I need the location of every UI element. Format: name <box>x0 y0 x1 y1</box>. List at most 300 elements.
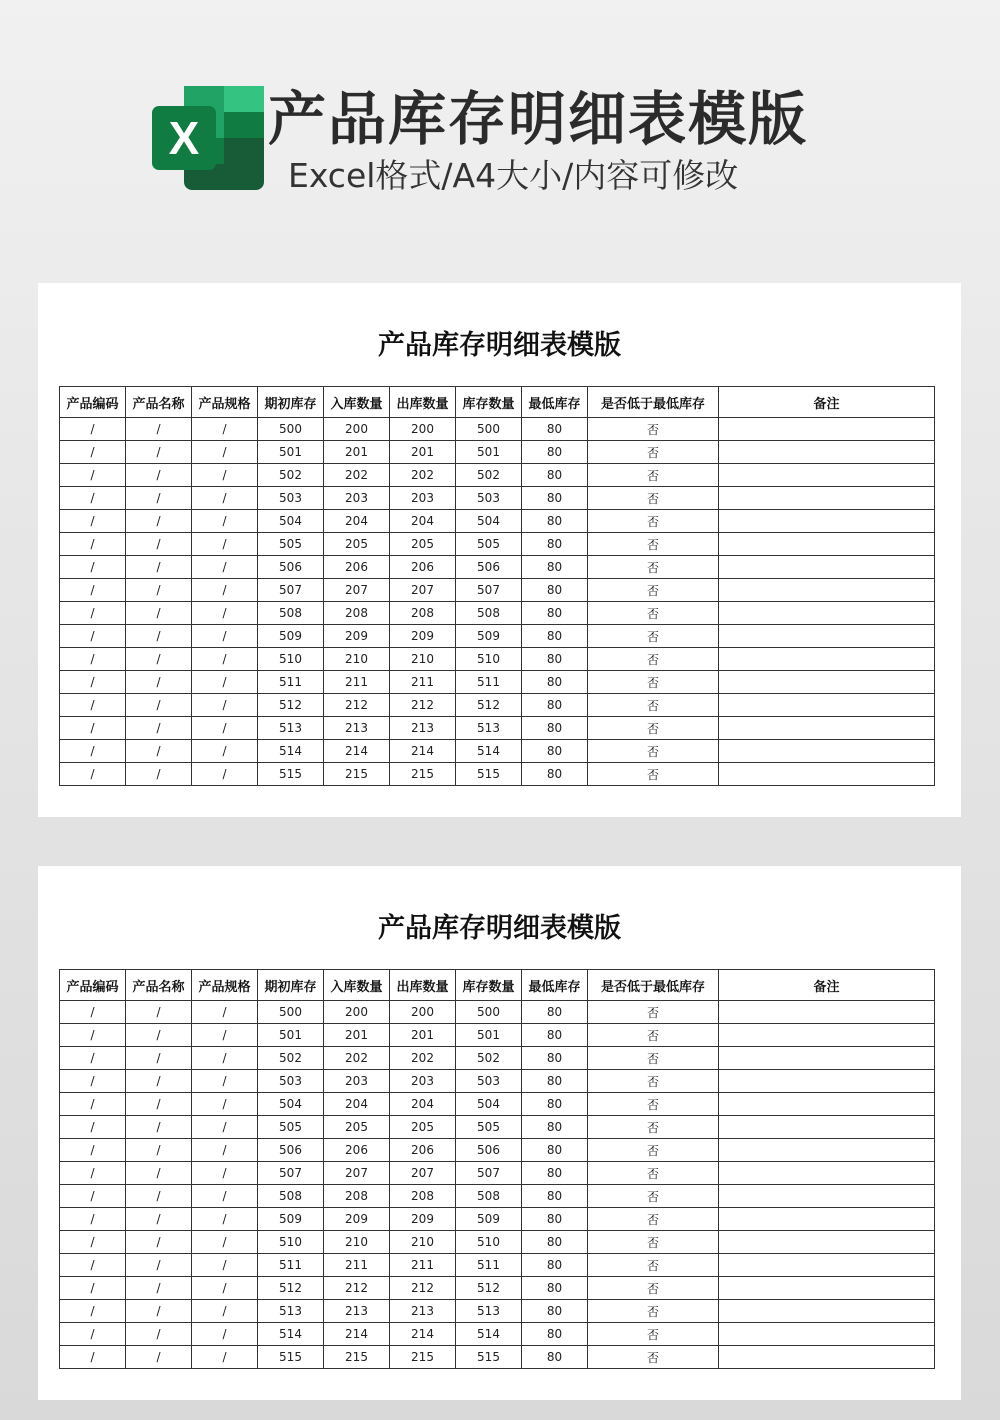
table-cell[interactable]: 215 <box>324 763 390 786</box>
table-cell[interactable]: 512 <box>456 1277 522 1300</box>
table-cell[interactable] <box>719 1323 935 1346</box>
table-cell[interactable]: / <box>126 579 192 602</box>
table-cell[interactable] <box>719 1346 935 1369</box>
table-cell[interactable]: 513 <box>456 1300 522 1323</box>
table-cell[interactable]: 否 <box>588 1323 719 1346</box>
table-cell[interactable]: / <box>126 1093 192 1116</box>
table-cell[interactable]: 80 <box>522 1208 588 1231</box>
table-cell[interactable]: 否 <box>588 1139 719 1162</box>
table-cell[interactable]: 506 <box>456 1139 522 1162</box>
table-cell[interactable]: / <box>192 763 258 786</box>
table-cell[interactable]: 80 <box>522 418 588 441</box>
table-cell[interactable]: 否 <box>588 579 719 602</box>
table-cell[interactable]: / <box>60 1208 126 1231</box>
table-cell[interactable]: 否 <box>588 418 719 441</box>
table-cell[interactable]: 201 <box>324 1024 390 1047</box>
table-cell[interactable]: / <box>126 1047 192 1070</box>
table-cell[interactable]: / <box>60 1001 126 1024</box>
table-cell[interactable]: 214 <box>324 740 390 763</box>
table-cell[interactable]: 否 <box>588 602 719 625</box>
table-cell[interactable]: 215 <box>390 1346 456 1369</box>
table-cell[interactable]: 206 <box>390 1139 456 1162</box>
table-cell[interactable]: / <box>60 487 126 510</box>
table-cell[interactable] <box>719 763 935 786</box>
table-cell[interactable]: 209 <box>390 625 456 648</box>
table-cell[interactable]: 508 <box>258 602 324 625</box>
table-cell[interactable]: 80 <box>522 625 588 648</box>
table-cell[interactable]: 507 <box>258 1162 324 1185</box>
table-cell[interactable] <box>719 1185 935 1208</box>
table-cell[interactable]: 510 <box>456 648 522 671</box>
table-cell[interactable] <box>719 1047 935 1070</box>
table-cell[interactable]: 511 <box>258 671 324 694</box>
table-cell[interactable]: 501 <box>456 1024 522 1047</box>
table-cell[interactable]: 207 <box>390 1162 456 1185</box>
table-cell[interactable]: / <box>60 1024 126 1047</box>
table-cell[interactable]: 204 <box>390 510 456 533</box>
table-cell[interactable]: 80 <box>522 1162 588 1185</box>
table-cell[interactable] <box>719 1254 935 1277</box>
table-cell[interactable]: 201 <box>324 441 390 464</box>
table-cell[interactable]: / <box>192 1300 258 1323</box>
table-cell[interactable]: 80 <box>522 1024 588 1047</box>
table-cell[interactable]: 否 <box>588 1024 719 1047</box>
table-cell[interactable]: / <box>60 1346 126 1369</box>
table-cell[interactable]: / <box>192 487 258 510</box>
table-cell[interactable]: 210 <box>324 1231 390 1254</box>
table-cell[interactable]: 80 <box>522 487 588 510</box>
table-cell[interactable]: 否 <box>588 441 719 464</box>
table-cell[interactable]: / <box>192 1162 258 1185</box>
table-cell[interactable]: / <box>192 625 258 648</box>
table-cell[interactable]: 80 <box>522 1185 588 1208</box>
table-cell[interactable]: 511 <box>456 1254 522 1277</box>
table-cell[interactable]: / <box>60 1231 126 1254</box>
table-cell[interactable]: 506 <box>258 1139 324 1162</box>
table-cell[interactable]: / <box>60 1139 126 1162</box>
table-cell[interactable]: 80 <box>522 556 588 579</box>
table-cell[interactable]: 80 <box>522 510 588 533</box>
table-cell[interactable]: 500 <box>258 418 324 441</box>
table-cell[interactable]: / <box>126 418 192 441</box>
table-cell[interactable]: 209 <box>324 1208 390 1231</box>
table-cell[interactable]: 508 <box>456 1185 522 1208</box>
table-cell[interactable]: 504 <box>456 510 522 533</box>
table-cell[interactable]: 否 <box>588 1254 719 1277</box>
table-cell[interactable]: 205 <box>324 1116 390 1139</box>
table-cell[interactable]: 507 <box>456 579 522 602</box>
table-cell[interactable]: 80 <box>522 579 588 602</box>
table-cell[interactable] <box>719 1070 935 1093</box>
table-cell[interactable]: 202 <box>390 464 456 487</box>
table-cell[interactable]: / <box>192 418 258 441</box>
table-cell[interactable]: 512 <box>456 694 522 717</box>
table-cell[interactable]: / <box>126 441 192 464</box>
table-cell[interactable]: 212 <box>324 1277 390 1300</box>
table-cell[interactable]: / <box>60 1162 126 1185</box>
table-cell[interactable]: / <box>60 1047 126 1070</box>
table-cell[interactable]: 507 <box>258 579 324 602</box>
table-cell[interactable]: 511 <box>258 1254 324 1277</box>
table-cell[interactable]: 否 <box>588 510 719 533</box>
table-cell[interactable]: / <box>60 1185 126 1208</box>
table-cell[interactable]: 501 <box>258 1024 324 1047</box>
table-cell[interactable]: 80 <box>522 1093 588 1116</box>
table-cell[interactable]: / <box>60 556 126 579</box>
table-cell[interactable]: 80 <box>522 533 588 556</box>
table-cell[interactable]: 202 <box>324 464 390 487</box>
table-cell[interactable]: 80 <box>522 648 588 671</box>
table-cell[interactable]: 508 <box>456 602 522 625</box>
table-cell[interactable] <box>719 1300 935 1323</box>
table-cell[interactable]: 514 <box>258 1323 324 1346</box>
table-cell[interactable]: / <box>60 717 126 740</box>
table-cell[interactable]: 513 <box>258 717 324 740</box>
table-cell[interactable]: 513 <box>456 717 522 740</box>
table-cell[interactable]: 511 <box>456 671 522 694</box>
table-cell[interactable]: / <box>192 1070 258 1093</box>
table-cell[interactable]: / <box>192 556 258 579</box>
table-cell[interactable]: 否 <box>588 1116 719 1139</box>
table-cell[interactable]: 80 <box>522 1116 588 1139</box>
table-cell[interactable]: / <box>192 579 258 602</box>
table-cell[interactable]: / <box>126 1024 192 1047</box>
table-cell[interactable]: 207 <box>324 1162 390 1185</box>
table-cell[interactable]: 505 <box>456 1116 522 1139</box>
table-cell[interactable]: 否 <box>588 648 719 671</box>
table-cell[interactable]: 80 <box>522 694 588 717</box>
table-cell[interactable] <box>719 418 935 441</box>
table-cell[interactable]: / <box>60 1300 126 1323</box>
table-cell[interactable]: 80 <box>522 1277 588 1300</box>
table-cell[interactable]: / <box>192 1346 258 1369</box>
table-cell[interactable]: / <box>192 1139 258 1162</box>
table-cell[interactable]: / <box>60 1116 126 1139</box>
table-cell[interactable]: / <box>192 1277 258 1300</box>
table-cell[interactable]: / <box>60 671 126 694</box>
table-cell[interactable]: 211 <box>324 1254 390 1277</box>
table-cell[interactable]: / <box>192 1231 258 1254</box>
table-cell[interactable]: 202 <box>390 1047 456 1070</box>
table-cell[interactable]: / <box>126 487 192 510</box>
table-cell[interactable]: / <box>126 464 192 487</box>
table-cell[interactable]: / <box>192 1001 258 1024</box>
table-cell[interactable]: 501 <box>456 441 522 464</box>
table-cell[interactable] <box>719 625 935 648</box>
table-cell[interactable]: 211 <box>390 1254 456 1277</box>
table-cell[interactable]: / <box>60 763 126 786</box>
table-cell[interactable]: 509 <box>258 1208 324 1231</box>
table-cell[interactable]: 505 <box>258 1116 324 1139</box>
table-cell[interactable]: 211 <box>390 671 456 694</box>
table-cell[interactable]: 203 <box>324 487 390 510</box>
table-cell[interactable]: 502 <box>258 464 324 487</box>
table-cell[interactable]: 否 <box>588 1001 719 1024</box>
table-cell[interactable]: 213 <box>390 1300 456 1323</box>
table-cell[interactable] <box>719 717 935 740</box>
table-cell[interactable]: 208 <box>390 1185 456 1208</box>
table-cell[interactable]: 503 <box>456 1070 522 1093</box>
table-cell[interactable]: 80 <box>522 1300 588 1323</box>
table-cell[interactable] <box>719 464 935 487</box>
table-cell[interactable]: / <box>126 625 192 648</box>
table-cell[interactable]: 203 <box>390 1070 456 1093</box>
table-cell[interactable]: / <box>192 464 258 487</box>
table-cell[interactable]: 否 <box>588 1277 719 1300</box>
table-cell[interactable]: 80 <box>522 763 588 786</box>
table-cell[interactable] <box>719 740 935 763</box>
table-cell[interactable]: 否 <box>588 694 719 717</box>
table-cell[interactable]: / <box>192 648 258 671</box>
table-cell[interactable]: 否 <box>588 1208 719 1231</box>
table-cell[interactable] <box>719 1231 935 1254</box>
table-cell[interactable]: 509 <box>456 625 522 648</box>
table-cell[interactable] <box>719 556 935 579</box>
table-cell[interactable]: 204 <box>324 1093 390 1116</box>
table-cell[interactable]: 506 <box>258 556 324 579</box>
table-cell[interactable]: 80 <box>522 1346 588 1369</box>
table-cell[interactable]: / <box>60 1323 126 1346</box>
table-cell[interactable]: 208 <box>390 602 456 625</box>
table-cell[interactable]: / <box>126 717 192 740</box>
table-cell[interactable]: 207 <box>390 579 456 602</box>
table-cell[interactable]: 否 <box>588 1093 719 1116</box>
table-cell[interactable]: 否 <box>588 671 719 694</box>
table-cell[interactable]: 205 <box>390 1116 456 1139</box>
table-cell[interactable] <box>719 1139 935 1162</box>
table-cell[interactable]: 206 <box>390 556 456 579</box>
table-cell[interactable]: 80 <box>522 602 588 625</box>
table-cell[interactable]: 213 <box>324 1300 390 1323</box>
table-cell[interactable]: 502 <box>456 1047 522 1070</box>
table-cell[interactable]: 205 <box>390 533 456 556</box>
table-cell[interactable]: / <box>192 1024 258 1047</box>
table-cell[interactable]: / <box>192 1185 258 1208</box>
table-cell[interactable]: 否 <box>588 625 719 648</box>
table-cell[interactable]: 513 <box>258 1300 324 1323</box>
table-cell[interactable]: 213 <box>390 717 456 740</box>
table-cell[interactable]: / <box>126 1323 192 1346</box>
table-cell[interactable]: / <box>126 1208 192 1231</box>
table-cell[interactable]: / <box>60 625 126 648</box>
table-cell[interactable]: / <box>192 533 258 556</box>
table-cell[interactable]: 209 <box>324 625 390 648</box>
table-cell[interactable]: 80 <box>522 1323 588 1346</box>
table-cell[interactable]: 否 <box>588 1162 719 1185</box>
table-cell[interactable]: 505 <box>456 533 522 556</box>
table-cell[interactable]: 否 <box>588 464 719 487</box>
table-cell[interactable]: 512 <box>258 1277 324 1300</box>
table-cell[interactable]: 207 <box>324 579 390 602</box>
table-cell[interactable]: / <box>192 671 258 694</box>
table-cell[interactable]: 213 <box>324 717 390 740</box>
table-cell[interactable]: 80 <box>522 671 588 694</box>
table-cell[interactable] <box>719 533 935 556</box>
table-cell[interactable]: 201 <box>390 1024 456 1047</box>
table-cell[interactable]: 200 <box>390 1001 456 1024</box>
table-cell[interactable]: 80 <box>522 1001 588 1024</box>
table-cell[interactable]: 209 <box>390 1208 456 1231</box>
table-cell[interactable] <box>719 1024 935 1047</box>
table-cell[interactable]: 否 <box>588 1346 719 1369</box>
table-cell[interactable] <box>719 694 935 717</box>
table-cell[interactable]: 504 <box>258 510 324 533</box>
table-cell[interactable]: 202 <box>324 1047 390 1070</box>
table-cell[interactable]: 否 <box>588 763 719 786</box>
table-cell[interactable]: / <box>192 1093 258 1116</box>
table-cell[interactable]: 515 <box>258 1346 324 1369</box>
table-cell[interactable]: 510 <box>456 1231 522 1254</box>
table-cell[interactable] <box>719 1001 935 1024</box>
table-cell[interactable]: 214 <box>390 1323 456 1346</box>
table-cell[interactable]: / <box>126 648 192 671</box>
table-cell[interactable]: 504 <box>456 1093 522 1116</box>
table-cell[interactable]: 80 <box>522 441 588 464</box>
table-cell[interactable]: / <box>60 441 126 464</box>
table-cell[interactable]: 否 <box>588 1047 719 1070</box>
table-cell[interactable]: 510 <box>258 648 324 671</box>
table-cell[interactable]: 212 <box>390 1277 456 1300</box>
table-cell[interactable] <box>719 1162 935 1185</box>
table-cell[interactable]: / <box>126 1254 192 1277</box>
table-cell[interactable]: / <box>126 1346 192 1369</box>
table-cell[interactable]: / <box>126 510 192 533</box>
table-cell[interactable]: 80 <box>522 1231 588 1254</box>
table-cell[interactable]: / <box>60 648 126 671</box>
table-cell[interactable]: / <box>60 1254 126 1277</box>
table-cell[interactable]: 211 <box>324 671 390 694</box>
table-cell[interactable]: 500 <box>456 418 522 441</box>
table-cell[interactable]: 否 <box>588 717 719 740</box>
table-cell[interactable]: 514 <box>258 740 324 763</box>
table-cell[interactable] <box>719 441 935 464</box>
table-cell[interactable]: 200 <box>324 1001 390 1024</box>
table-cell[interactable]: 504 <box>258 1093 324 1116</box>
table-cell[interactable] <box>719 487 935 510</box>
table-cell[interactable]: 否 <box>588 487 719 510</box>
table-cell[interactable]: / <box>192 602 258 625</box>
table-cell[interactable]: / <box>60 579 126 602</box>
table-cell[interactable] <box>719 671 935 694</box>
table-cell[interactable]: 80 <box>522 1254 588 1277</box>
table-cell[interactable]: / <box>60 418 126 441</box>
table-cell[interactable]: 否 <box>588 1185 719 1208</box>
table-cell[interactable]: / <box>192 1254 258 1277</box>
table-cell[interactable]: / <box>192 510 258 533</box>
table-cell[interactable]: / <box>192 740 258 763</box>
table-cell[interactable]: / <box>192 1323 258 1346</box>
table-cell[interactable] <box>719 1093 935 1116</box>
table-cell[interactable]: 否 <box>588 1300 719 1323</box>
table-cell[interactable]: / <box>126 1277 192 1300</box>
table-cell[interactable]: / <box>60 694 126 717</box>
table-cell[interactable]: 否 <box>588 1231 719 1254</box>
table-cell[interactable] <box>719 648 935 671</box>
table-cell[interactable] <box>719 1277 935 1300</box>
table-cell[interactable]: 515 <box>258 763 324 786</box>
table-cell[interactable]: 204 <box>324 510 390 533</box>
table-cell[interactable]: 214 <box>324 1323 390 1346</box>
table-cell[interactable]: 503 <box>456 487 522 510</box>
table-cell[interactable]: / <box>192 717 258 740</box>
table-cell[interactable]: 506 <box>456 556 522 579</box>
table-cell[interactable]: / <box>126 533 192 556</box>
table-cell[interactable]: / <box>126 1001 192 1024</box>
table-cell[interactable]: 501 <box>258 441 324 464</box>
table-cell[interactable]: 208 <box>324 1185 390 1208</box>
table-cell[interactable]: 否 <box>588 556 719 579</box>
table-cell[interactable]: 201 <box>390 441 456 464</box>
table-cell[interactable]: 80 <box>522 740 588 763</box>
table-cell[interactable]: 502 <box>258 1047 324 1070</box>
table-cell[interactable]: / <box>126 1139 192 1162</box>
table-cell[interactable]: / <box>60 1277 126 1300</box>
table-cell[interactable]: 503 <box>258 487 324 510</box>
table-cell[interactable]: 512 <box>258 694 324 717</box>
table-cell[interactable]: 210 <box>390 1231 456 1254</box>
table-cell[interactable]: 215 <box>324 1346 390 1369</box>
table-cell[interactable]: 215 <box>390 763 456 786</box>
table-cell[interactable]: 509 <box>456 1208 522 1231</box>
table-cell[interactable]: 80 <box>522 1070 588 1093</box>
table-cell[interactable]: 514 <box>456 740 522 763</box>
table-cell[interactable]: 203 <box>324 1070 390 1093</box>
table-cell[interactable]: 212 <box>390 694 456 717</box>
table-cell[interactable]: 500 <box>456 1001 522 1024</box>
table-cell[interactable]: / <box>126 1116 192 1139</box>
table-cell[interactable]: 500 <box>258 1001 324 1024</box>
table-cell[interactable]: / <box>60 740 126 763</box>
table-cell[interactable]: / <box>192 1116 258 1139</box>
table-cell[interactable] <box>719 579 935 602</box>
table-cell[interactable]: / <box>126 1070 192 1093</box>
table-cell[interactable]: / <box>126 1300 192 1323</box>
table-cell[interactable]: / <box>192 1208 258 1231</box>
table-cell[interactable]: 212 <box>324 694 390 717</box>
table-cell[interactable]: / <box>60 464 126 487</box>
table-cell[interactable]: / <box>60 1070 126 1093</box>
table-cell[interactable]: 80 <box>522 717 588 740</box>
table-cell[interactable]: 否 <box>588 1070 719 1093</box>
table-cell[interactable]: 508 <box>258 1185 324 1208</box>
table-cell[interactable]: / <box>126 556 192 579</box>
table-cell[interactable]: 205 <box>324 533 390 556</box>
table-cell[interactable]: 515 <box>456 763 522 786</box>
table-cell[interactable]: / <box>192 694 258 717</box>
table-cell[interactable]: 502 <box>456 464 522 487</box>
table-cell[interactable]: 515 <box>456 1346 522 1369</box>
table-cell[interactable]: 505 <box>258 533 324 556</box>
table-cell[interactable]: 210 <box>324 648 390 671</box>
table-cell[interactable]: / <box>60 602 126 625</box>
table-cell[interactable]: / <box>126 740 192 763</box>
table-cell[interactable]: / <box>192 1047 258 1070</box>
table-cell[interactable]: 200 <box>324 418 390 441</box>
table-cell[interactable]: / <box>126 602 192 625</box>
table-cell[interactable]: 509 <box>258 625 324 648</box>
table-cell[interactable]: / <box>192 441 258 464</box>
table-cell[interactable]: 203 <box>390 487 456 510</box>
table-cell[interactable]: 507 <box>456 1162 522 1185</box>
table-cell[interactable]: 206 <box>324 556 390 579</box>
table-cell[interactable]: 206 <box>324 1139 390 1162</box>
table-cell[interactable]: / <box>126 763 192 786</box>
table-cell[interactable]: / <box>126 1162 192 1185</box>
table-cell[interactable]: 否 <box>588 740 719 763</box>
table-cell[interactable]: 80 <box>522 1047 588 1070</box>
table-cell[interactable]: 否 <box>588 533 719 556</box>
table-cell[interactable] <box>719 1208 935 1231</box>
